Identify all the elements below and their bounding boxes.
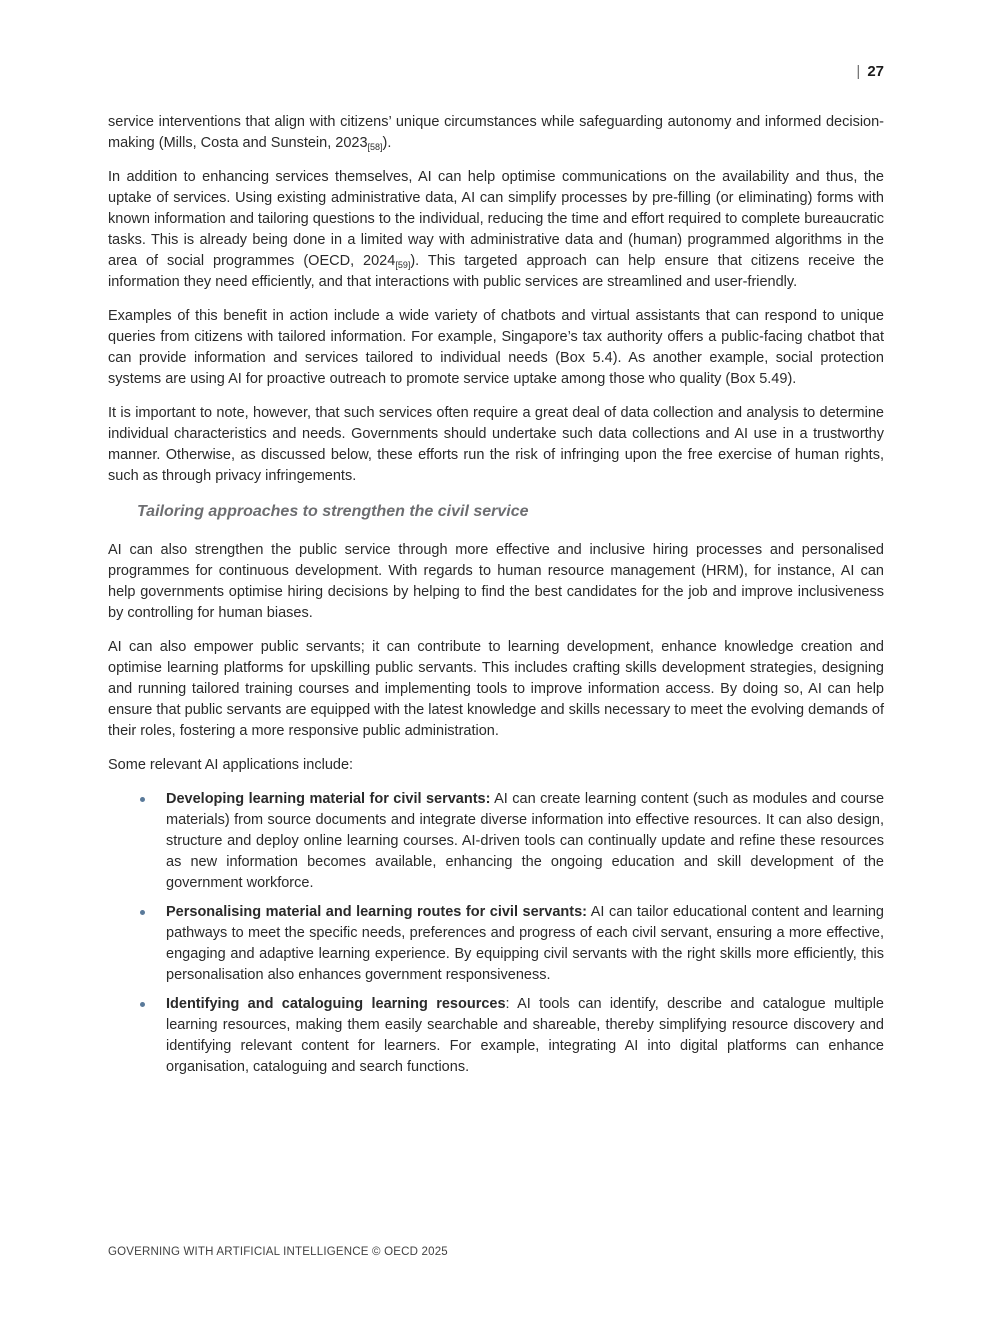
paragraph-optimise-communications: In addition to enhancing services themselves, AI can help optimise communications on the availability and thus, the uptake of services. Using existing administrative data, AI can simplify processes by pre-filling (or eliminating) forms with known information and tailoring questions to the individual, reducing the time and effort required to complete bureaucratic tasks. This is already being done in a limited way with administrative data and (human) programmed algorithms in the area of social programmes (OECD, $2024_{[59]}$). This targeted approach can help ensure that citizens receive the information they need efficiently, and that interactions with public services are streamlined and user-friendly.	[108, 169, 884, 290]
page-footer	[108, 1246, 448, 1258]
bullet-text: Identifying and cataloguing learning resources: AI tools can identify, describe and catalogue multiple learning resources, making them easily searchable and shareable, thereby simplifying resource discovery and identifying relevant content for learners. For example, integrating AI into digital platforms can enhance organisation, cataloguing and search functions.	[166, 996, 884, 1075]
bullet-list	[108, 789, 884, 1078]
paragraph-empower-public-servants: AI can also empower public servants; it can contribute to learning development, enhance knowledge creation and optimise learning platforms for upskilling public servants. This includes crafting skills development strategies, designing and running tailored training courses and implementing tools to improve information access. By doing so, AI can help ensure that public servants are equipped with the latest knowledge and skills necessary to meet the evolving demands of their roles, fostering a more responsive public administration.	[108, 639, 884, 739]
bullet-text: Personalising material and learning routes for civil servants: AI can tailor educational content and learning pathways to meet the specific needs, preferences and progress of each civil servant, ensuring a more effective, engaging and adaptive learning experience. By equipping civil servants with the right skills more efficiently, this personalisation also enhances government responsiveness.	[166, 904, 884, 983]
paragraph-service-interventions: service interventions that align with citizens’ unique circumstances while safeguarding autonomy and informed decision-making (Mills, Costa and Sunstein, $2023_{[58]}$).	[108, 114, 884, 152]
bullet-developing-learning-material	[108, 789, 884, 894]
paragraph-chatbot-examples: Examples of this benefit in action include a wide variety of chatbots and virtual assistants that can respond to unique queries from citizens with tailored information. For example, Singapore’s tax authority offers a public-facing chatbot that can provide information and services tailored to individual needs (Box 5.4). As another example, social protection systems are using AI for proactive outreach to promote service uptake among those who quality (Box 5.49).	[108, 308, 884, 387]
footer-text: GOVERNING WITH ARTIFICIAL INTELLIGENCE © OECD 2025	[108, 1246, 448, 1258]
paragraph-applications-intro: Some relevant AI applications include:	[108, 757, 354, 773]
bullet-personalising-material	[108, 902, 884, 986]
page-header	[856, 62, 884, 82]
bullet-text: Developing learning material for civil servants: AI can create learning content (such as modules and course materials) from source documents and integrate diverse information into effective resources. It can also design, structure and deploy online learning courses. AI-driven tools can continually update and refine these resources as new information becomes available, enhancing the ongoing education and skill development of the government workforce.	[166, 791, 885, 891]
page-content	[108, 112, 884, 1086]
page-number-separator: |	[856, 63, 861, 80]
bullet-icon	[140, 797, 145, 802]
bullet-identifying-cataloguing	[108, 994, 884, 1078]
bullet-icon	[140, 1002, 145, 1007]
paragraph-data-collection-note: It is important to note, however, that such services often require a great deal of data collection and analysis to determine individual characteristics and needs. Governments should undertake such data collections and AI use in a trustworthy manner. Otherwise, as discussed below, these efforts run the risk of infringing upon the free exercise of human rights, such as through privacy infringements.	[108, 405, 884, 484]
section-heading-tailoring-approaches: Tailoring approaches to strengthen the civil service	[137, 503, 529, 520]
page-number: 27	[867, 63, 884, 80]
paragraph-hiring-processes: AI can also strengthen the public service through more effective and inclusive hiring processes and personalised programmes for continuous development. With regards to human resource management (HRM), for instance, AI can help governments optimise hiring decisions by helping to find the best candidates for the job and improve inclusiveness by controlling for human biases.	[108, 542, 884, 621]
bullet-icon	[140, 910, 145, 915]
